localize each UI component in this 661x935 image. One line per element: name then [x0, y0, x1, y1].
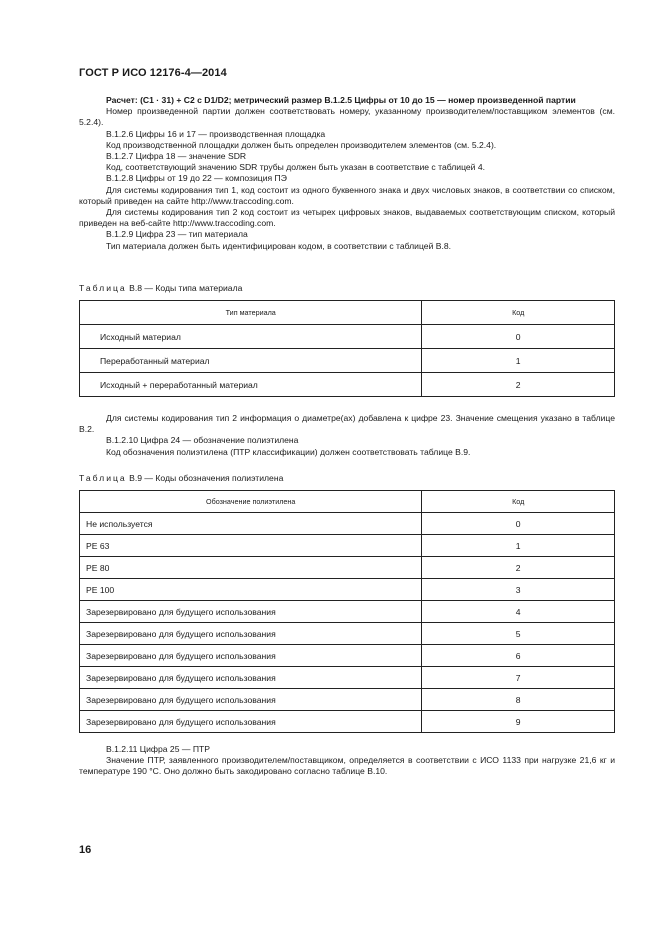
page-title: ГОСТ Р ИСО 12176-4—2014	[79, 67, 227, 79]
paragraph: Код, соответствующий значению SDR трубы должен быть указан в соответствие с таблицей 4.	[106, 162, 486, 173]
paragraph: Тип материала должен быть идентифицирован кодом, в соответствии с таблицей В.8.	[106, 240, 452, 251]
designation-code: 0	[422, 513, 615, 535]
clause-heading: В.1.2.7 Цифра 18 — значение SDR	[106, 151, 247, 162]
designation-name: Зарезервировано для будущего использования	[80, 645, 422, 667]
designation-name: Зарезервировано для будущего использования	[80, 689, 422, 711]
material-code: 2	[422, 373, 615, 397]
calc-heading: Расчет: (C1 · 31) + C2 с D1/D2; метрический размер В.1.2.5 Цифры от 10 до 15 — номер произведенной партии	[106, 95, 576, 105]
caption-prefix: Таблица	[79, 283, 127, 293]
designation-code: 8	[422, 689, 615, 711]
table-row	[80, 349, 615, 373]
paragraph: Номер произведенной партии должен соответствовать номеру, указанному производителем/поставщиком элементов (см. 5.2.4).	[79, 106, 615, 128]
table-caption-b9	[79, 473, 283, 483]
clause-heading: В.1.2.11 Цифра 25 — ПТР	[106, 744, 211, 754]
section-text-2	[79, 413, 615, 458]
material-code: 0	[422, 325, 615, 349]
column-header-code: Код	[422, 491, 615, 513]
material-name: Переработанный материал	[80, 349, 422, 373]
table-row	[80, 373, 615, 397]
table-row	[80, 579, 615, 601]
material-name: Исходный материал	[80, 325, 422, 349]
designation-name: PE 63	[80, 535, 422, 557]
paragraph: Код обозначения полиэтилена (ПТР классификации) должен соответствовать таблице В.9.	[106, 446, 471, 457]
caption-prefix: Таблица	[79, 473, 127, 483]
section-text-1	[79, 95, 615, 252]
table-header-row	[80, 301, 615, 325]
section-text-3	[79, 744, 615, 778]
designation-code: 2	[422, 557, 615, 579]
column-header-code: Код	[422, 301, 615, 325]
designation-code: 5	[422, 623, 615, 645]
designation-code: 7	[422, 667, 615, 689]
designation-code: 6	[422, 645, 615, 667]
clause-heading: В.1.2.8 Цифры от 19 до 22 — композиция ПЭ	[106, 173, 287, 184]
designation-name: PE 80	[80, 557, 422, 579]
paragraph: Для системы кодирования тип 1, код состоит из одного буквенного знака и двух числовых знаков, в соответствии со списком, который приведен на сайте http://www.traccoding.com.	[79, 184, 615, 206]
paragraph: Для системы кодирования тип 2 информация о диаметре(ах) добавлена к цифре 23. Значение смещения указано в таблице В.2.	[79, 413, 615, 435]
material-code: 1	[422, 349, 615, 373]
material-type-table	[79, 300, 615, 397]
paragraph: Значение ПТР, заявленного производителем/поставщиком, определяется в соответствии с ИСО 1133 при нагрузке 21,6 кг и температуре 190 °С. Оно должно быть закодировано согласно таблице В.10.	[79, 755, 615, 777]
paragraph: Для системы кодирования тип 2 код состоит из четырех цифровых знаков, выдаваемых соответствующим списком, который приведен на веб-сайте http://www.traccoding.com.	[79, 207, 615, 229]
page-number: 16	[79, 844, 92, 856]
table-caption-b8	[79, 283, 242, 293]
table-row	[80, 667, 615, 689]
designation-name: Зарезервировано для будущего использования	[80, 711, 422, 733]
clause-heading: В.1.2.10 Цифра 24 — обозначение полиэтилена	[106, 435, 299, 446]
caption-text: В.8 — Коды типа материала	[129, 283, 243, 293]
table-row	[80, 623, 615, 645]
table-row	[80, 325, 615, 349]
clause-heading: В.1.2.9 Цифра 23 — тип материала	[106, 229, 248, 240]
material-name: Исходный + переработанный материал	[80, 373, 422, 397]
paragraph: Код производственной площадки должен быть определен производителем элементов (см. 5.2.4).	[106, 139, 497, 150]
designation-name: PE 100	[80, 579, 422, 601]
table-row	[80, 535, 615, 557]
column-header-material: Тип материала	[80, 301, 422, 325]
polyethylene-designation-table	[79, 490, 615, 733]
table-header-row	[80, 491, 615, 513]
caption-text: В.9 — Коды обозначения полиэтилена	[129, 473, 284, 483]
table-row	[80, 645, 615, 667]
table-row	[80, 689, 615, 711]
designation-code: 9	[422, 711, 615, 733]
designation-code: 3	[422, 579, 615, 601]
table-row	[80, 711, 615, 733]
column-header-designation: Обозначение полиэтилена	[80, 491, 422, 513]
table-row	[80, 601, 615, 623]
designation-name: Зарезервировано для будущего использования	[80, 601, 422, 623]
designation-name: Зарезервировано для будущего использования	[80, 667, 422, 689]
designation-name: Зарезервировано для будущего использования	[80, 623, 422, 645]
table-row	[80, 513, 615, 535]
designation-code: 4	[422, 601, 615, 623]
designation-name: Не используется	[80, 513, 422, 535]
table-row	[80, 557, 615, 579]
designation-code: 1	[422, 535, 615, 557]
clause-heading: В.1.2.6 Цифры 16 и 17 — производственная площадка	[106, 128, 326, 139]
